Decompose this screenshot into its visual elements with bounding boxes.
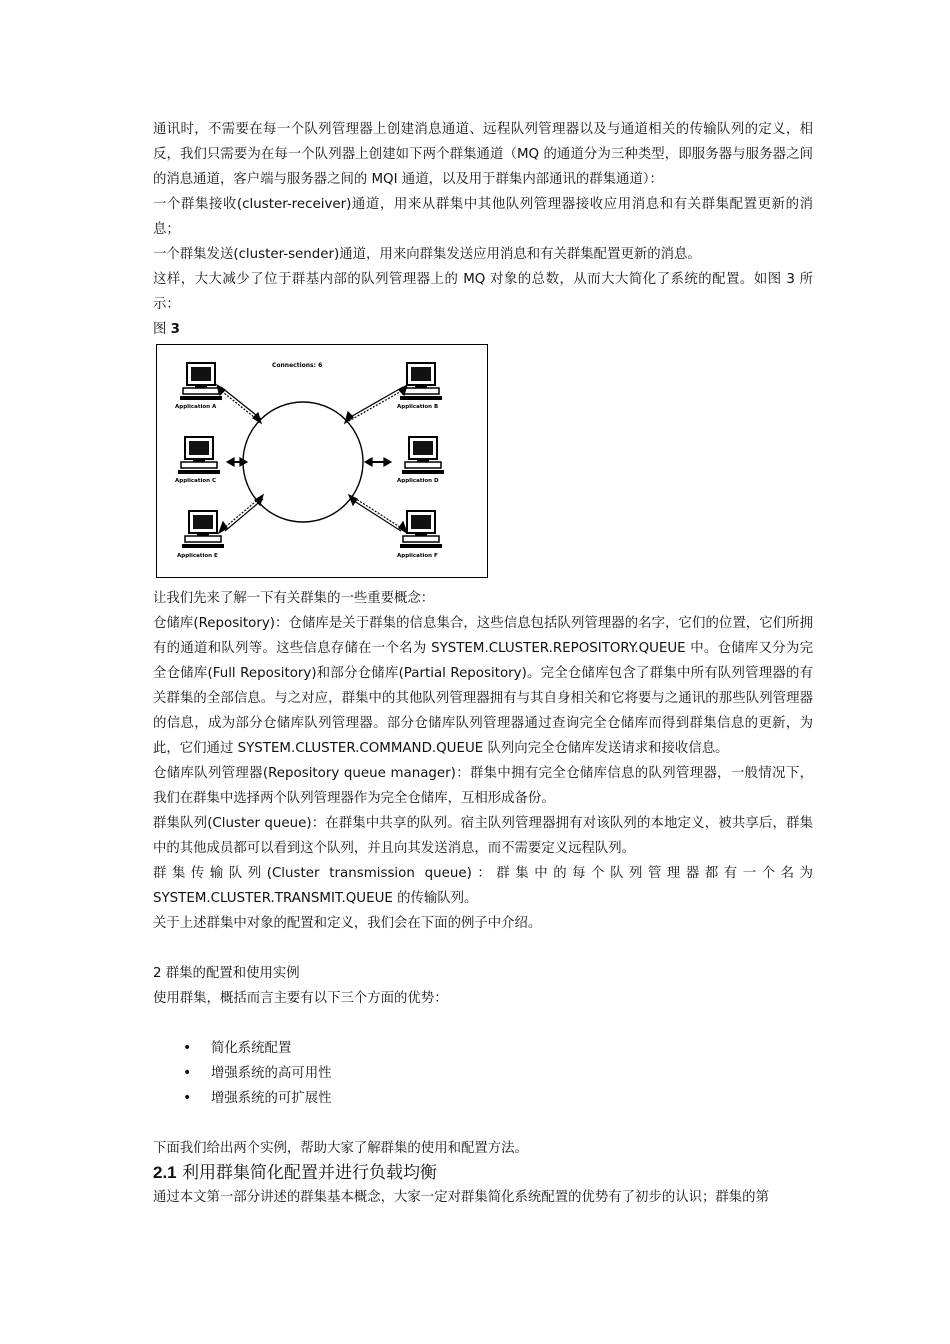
node-label: Application A [175, 404, 217, 410]
paragraph: 一个群集发送(cluster-sender)通道，用来向群集发送应用消息和有关群集配置更新的消息。 [153, 247, 701, 262]
bullet-icon: • [183, 1090, 192, 1106]
figure-label: 图 3 [153, 322, 180, 337]
paragraph: 一个群集接收(cluster-receiver)通道，用来从群集中其他队列管理器接收应用消息和有关群集配置更新的消息； [153, 197, 813, 237]
paragraph: 使用群集，概括而言主要有以下三个方面的优势： [153, 991, 448, 1006]
node-label: Application D [397, 478, 439, 484]
application-node [402, 437, 444, 474]
node-label: Application C [175, 478, 217, 484]
connection-arrows [217, 385, 407, 533]
paragraph: 群集传输队列(Cluster transmission queue)：群集中的每个队列管理器都有一个名为 SYSTEM.CLUSTER.TRANSMIT.QUEUE 的传输队列。 [153, 866, 813, 906]
application-node [400, 363, 442, 400]
node-label: Application B [397, 404, 439, 410]
document-page [153, 117, 813, 1210]
paragraph: 关于上述群集中对象的配置和定义，我们会在下面的例子中介绍。 [153, 916, 542, 931]
application-node [178, 437, 220, 474]
paragraph: 仓储库(Repository)：仓储库是关于群集的信息集合，这些信息包括队列管理器的名字，它们的位置，它们所拥有的通道和队列等。这些信息存储在一个名为 SYSTEM.CLUSTER.REPOSITORY.QUEUE 中。仓储库又分为完全仓储库(Full Repository)和部分仓储库(Partial Repository)。完全仓储库包含了群集中所有队列管理器的有关群集的全部信息。与之对应，群集中的其他队列管理器拥有与其自身相关和它将要与之通讯的那些队列管理器的信息，成为部分仓储库队列管理器。部分仓储库队列管理器通过查询完全仓储库而得到群集信息的更新，为此，它们通过 SYSTEM.CLUSTER.COMMAND.QUEUE 队列向完全仓储库发送请求和接收信息。 [153, 616, 813, 756]
diagram-title: Connections: 6 [272, 362, 323, 369]
application-node [180, 363, 222, 400]
bullet-icon: • [183, 1040, 192, 1056]
advantages-list [153, 1036, 813, 1111]
cluster-circle [243, 402, 363, 522]
section-heading: 2 群集的配置和使用实例 [153, 966, 300, 981]
list-item: • 增强系统的高可用性 [183, 1061, 813, 1086]
node-label: Application F [397, 553, 438, 559]
paragraph: 这样，大大减少了位于群基内部的队列管理器上的 MQ 对象的总数，从而大大简化了系统的配置。如图 3 所示： [153, 272, 813, 312]
paragraph: 群集队列(Cluster queue)：在群集中共享的队列。宿主队列管理器拥有对该队列的本地定义，被共享后，群集中的其他成员都可以看到这个队列，并且向其发送消息，而不需要定义远程队列。 [153, 816, 813, 856]
cluster-diagram-svg [157, 345, 487, 577]
paragraph: 下面我们给出两个实例，帮助大家了解群集的使用和配置方法。 [153, 1141, 528, 1156]
paragraph: 仓储库队列管理器(Repository queue manager)：群集中拥有完全仓储库信息的队列管理器，一般情况下，我们在群集中选择两个队列管理器作为完全仓储库，互相形成备份。 [153, 766, 813, 806]
list-item: • 简化系统配置 [183, 1036, 813, 1061]
bullet-icon: • [183, 1065, 192, 1081]
paragraph: 通过本文第一部分讲述的群集基本概念，大家一定对群集简化系统配置的优势有了初步的认识；群集的第 [153, 1190, 769, 1205]
paragraph: 通讯时，不需要在每一个队列管理器上创建消息通道、远程队列管理器以及与通道相关的传输队列的定义，相反，我们只需要为在每一个队列器上创建如下两个群集通道（MQ 的通道分为三种类型，即服务器与服务器之间的消息通道，客户端与服务器之间的 MQI 通道，以及用于群集内部通讯的群集通道）： [153, 122, 813, 187]
list-item: • 增强系统的可扩展性 [183, 1086, 813, 1111]
application-node [182, 511, 224, 548]
node-label: Application E [177, 553, 218, 559]
paragraph: 让我们先来了解一下有关群集的一些重要概念： [153, 591, 435, 606]
cluster-diagram [156, 344, 488, 578]
subsection-heading: 2.1 利用群集简化配置并进行负载均衡 [153, 1163, 438, 1183]
